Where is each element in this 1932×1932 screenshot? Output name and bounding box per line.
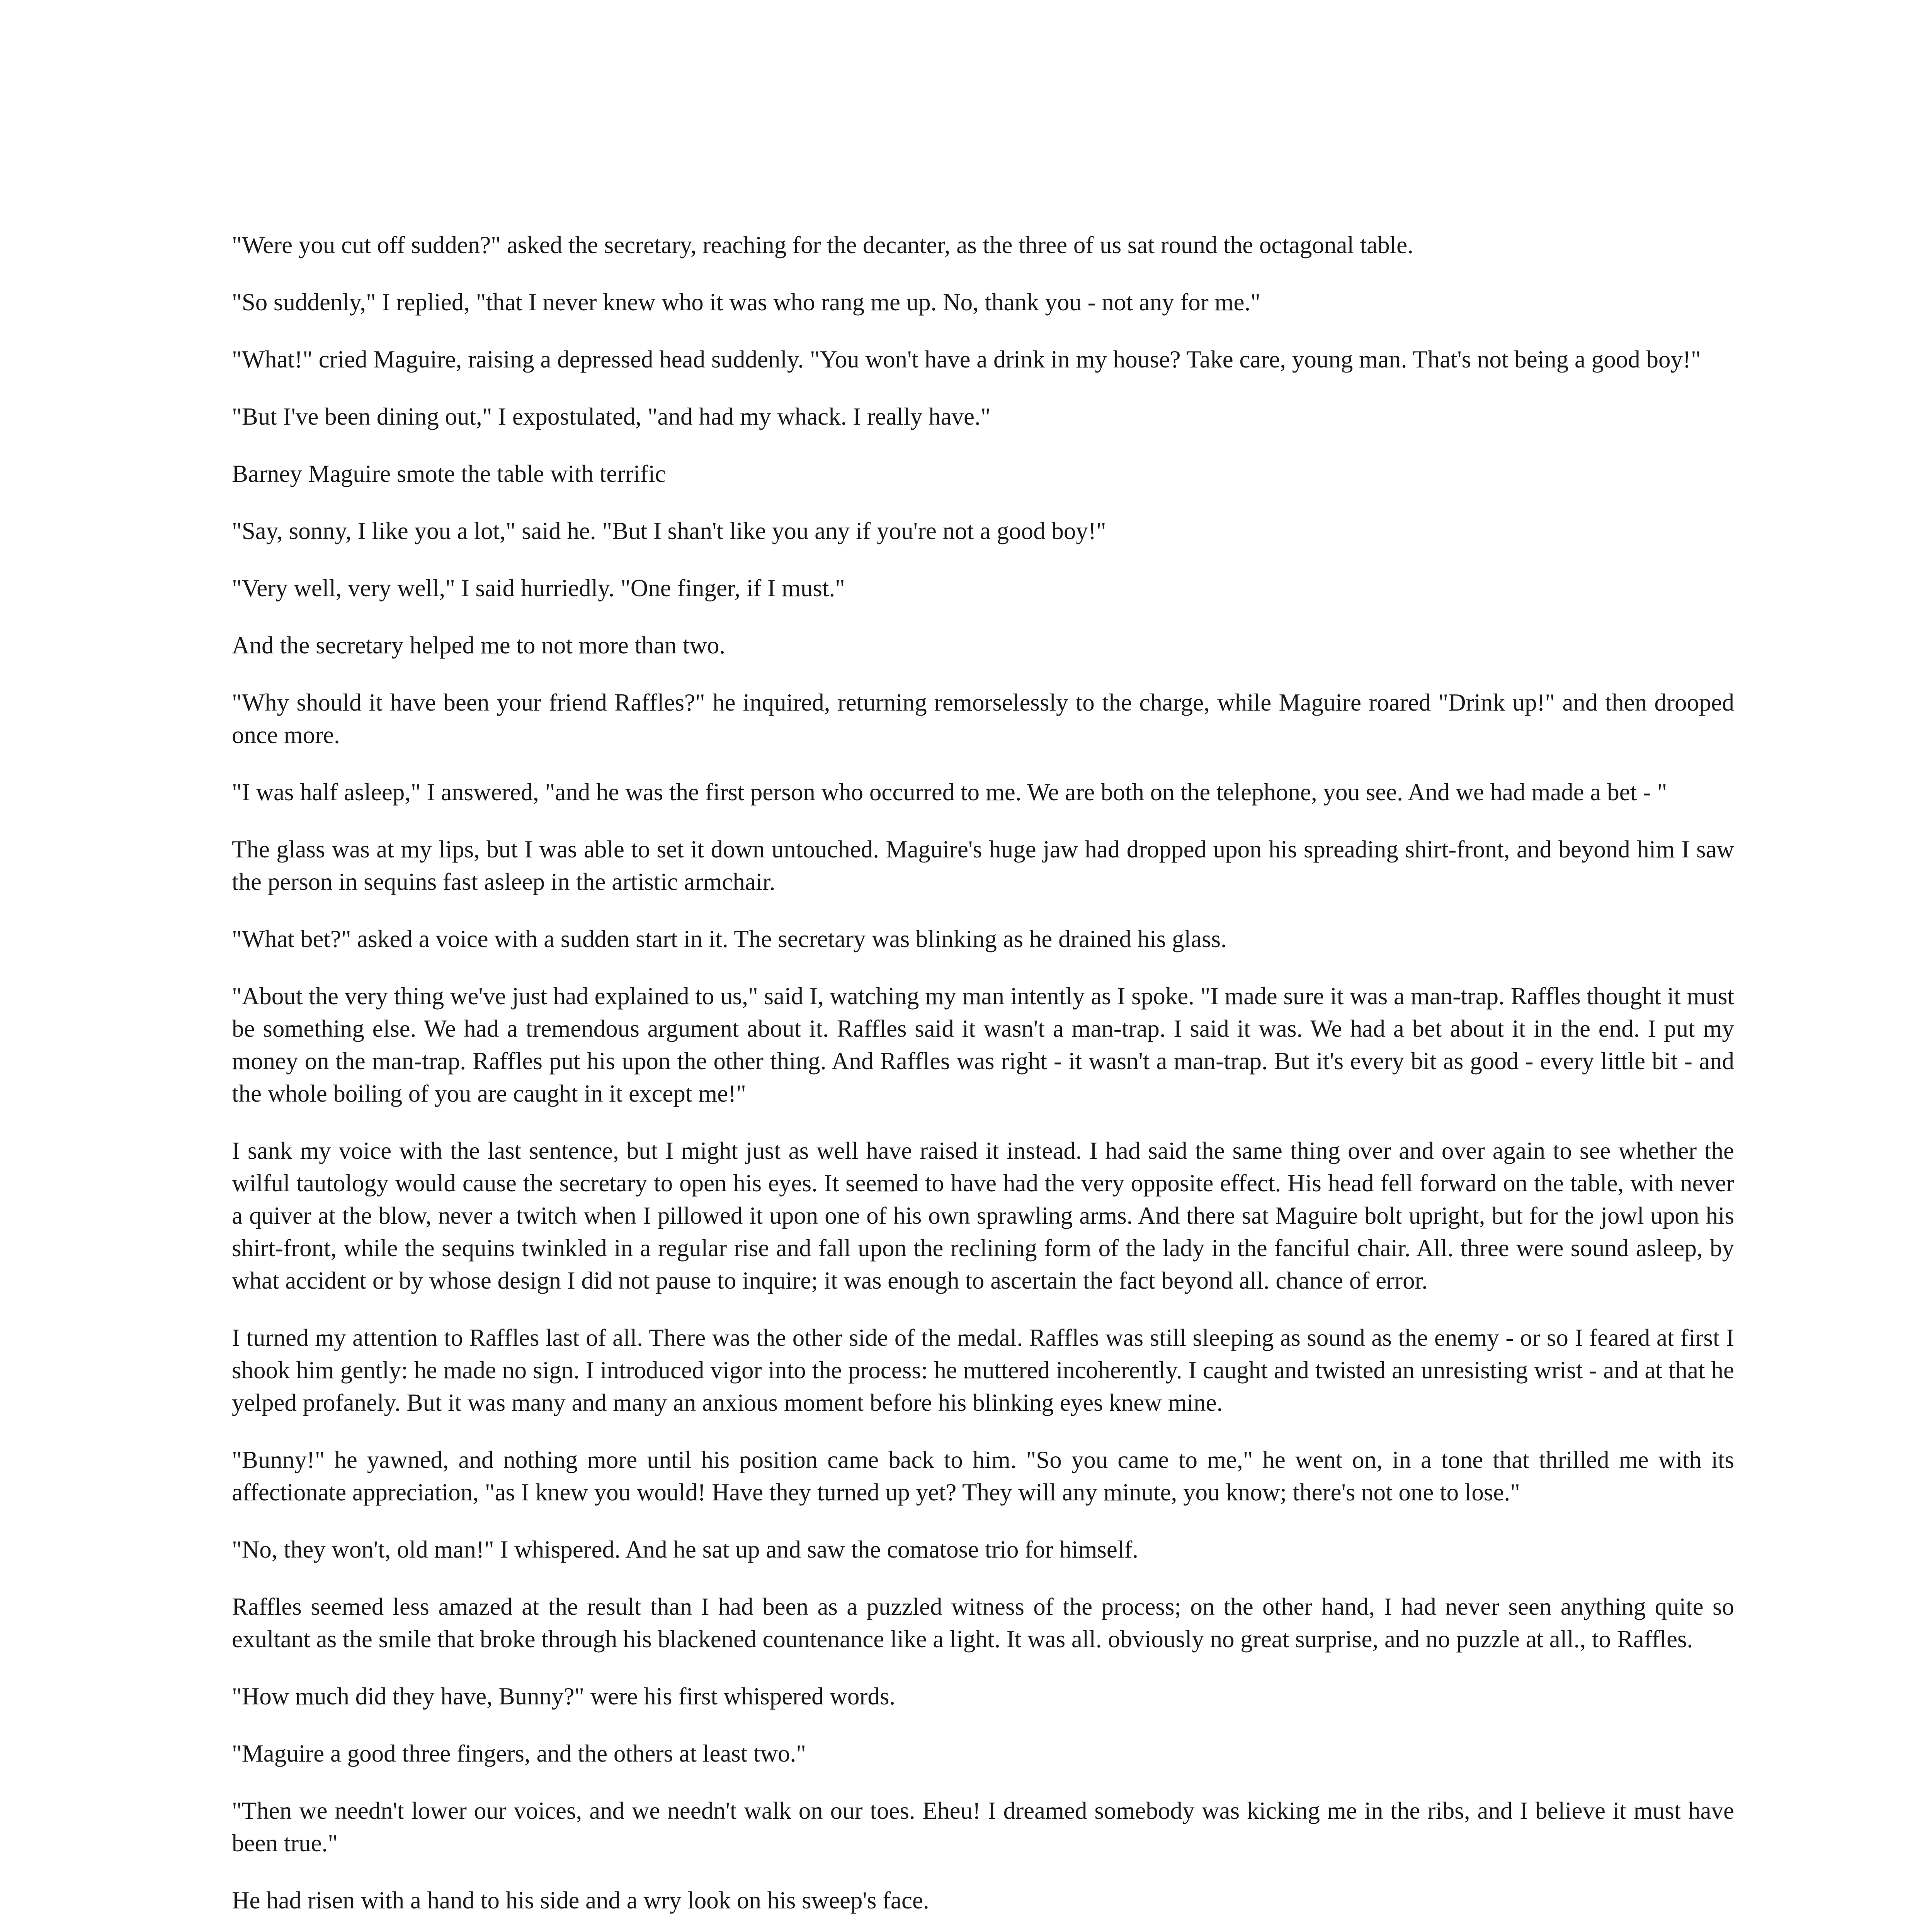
paragraph-1: "Were you cut off sudden?" asked the secretary, reaching for the decanter, as the three of us sat round the octagonal table. [232,231,1413,259]
paragraph-12: "What bet?" asked a voice with a sudden start in it. The secretary was blinking as he drained his glass. [232,925,1227,952]
paragraph-14: I sank my voice with the last sentence, but I might just as well have raised it instead. I had said the same thing over and over again to see whether the wilful tautology would cause the secretary to open his eyes. It seemed to have had the very opposite effect. His head fell forward on the table, with never a quiver at the blow, never a twitch when I pillowed it upon one of his own sprawling arms. And there sat Maguire bolt upright, but for the jowl upon his shirt-front, while the sequins twinkled in a regular rise and fall upon the reclining form of the lady in the fanciful chair. All. three were sound asleep, by what accident or by whose design I did not pause to inquire; it was enough to ascertain the fact beyond all. chance of error. [232,1137,1734,1294]
paragraph-17: "No, they won't, old man!" I whispered. And he sat up and saw the comatose trio for himself. [232,1536,1139,1563]
paragraph-2: "So suddenly," I replied, "that I never knew who it was who rang me up. No, thank you - not any for me." [232,289,1260,316]
paragraph-22: He had risen with a hand to his side and a wry look on his sweep's face. [232,1887,929,1914]
paragraph-20: "Maguire a good three fingers, and the others at least two." [232,1740,806,1767]
paragraph-6: "Say, sonny, I like you a lot," said he. "But I shan't like you any if you're not a good boy!" [232,517,1106,544]
paragraph-10: "I was half asleep," I answered, "and he was the first person who occurred to me. We are both on the telephone, you see. And we had made a bet - " [232,779,1667,806]
text-column [232,229,1734,1932]
paragraph-19: "How much did they have, Bunny?" were his first whispered words. [232,1683,896,1710]
paragraph-7: "Very well, very well," I said hurriedly. "One finger, if I must." [232,575,845,602]
paragraph-5: Barney Maguire smote the table with terrific [232,460,666,487]
paragraph-11: The glass was at my lips, but I was able to set it down untouched. Maguire's huge jaw had dropped upon his spreading shirt-front, and beyond him I saw the person in sequins fast asleep in the artistic armchair. [232,836,1734,895]
paragraph-16: "Bunny!" he yawned, and nothing more until his position came back to him. "So you came to me," he went on, in a tone that thrilled me with its affectionate appreciation, "as I knew you would! Have they turned up yet? They will any minute, you know; there's not one to lose." [232,1446,1734,1506]
paragraph-18: Raffles seemed less amazed at the result than I had been as a puzzled witness of the process; on the other hand, I had never seen anything quite so exultant as the smile that broke through his blackened countenance like a light. It was all. obviously no great surprise, and no puzzle at all., to Raffles. [232,1593,1734,1653]
paragraph-4: "But I've been dining out," I expostulated, "and had my whack. I really have." [232,403,991,430]
paragraph-13: "About the very thing we've just had explained to us," said I, watching my man intently as I spoke. "I made sure it was a man-trap. Raffles thought it must be something else. We had a tremendous argument about it. Raffles said it wasn't a man-trap. I said it was. We had a bet about it in the end. I put my money on the man-trap. Raffles put his upon the other thing. And Raffles was right - it wasn't a man-trap. But it's every bit as good - every little bit - and the whole boiling of you are caught in it except me!" [232,983,1734,1107]
paragraph-8: And the secretary helped me to not more than two. [232,632,726,659]
paragraph-21: "Then we needn't lower our voices, and we needn't walk on our toes. Eheu! I dreamed somebody was kicking me in the ribs, and I believe it must have been true." [232,1797,1734,1857]
paragraph-15: I turned my attention to Raffles last of all. There was the other side of the medal. Raffles was still sleeping as sound as the enemy - or so I feared at first I shook him gently: he made no sign. I introduced vigor into the process: he muttered incoherently. I caught and twisted an unresisting wrist - and at that he yelped profanely. But it was many and many an anxious moment before his blinking eyes knew mine. [232,1324,1734,1416]
paragraph-3: "What!" cried Maguire, raising a depressed head suddenly. "You won't have a drink in my house? Take care, young man. That's not being a good boy!" [232,346,1701,373]
paragraph-9: "Why should it have been your friend Raffles?" he inquired, returning remorselessly to the charge, while Maguire roared "Drink up!" and then drooped once more. [232,689,1734,748]
